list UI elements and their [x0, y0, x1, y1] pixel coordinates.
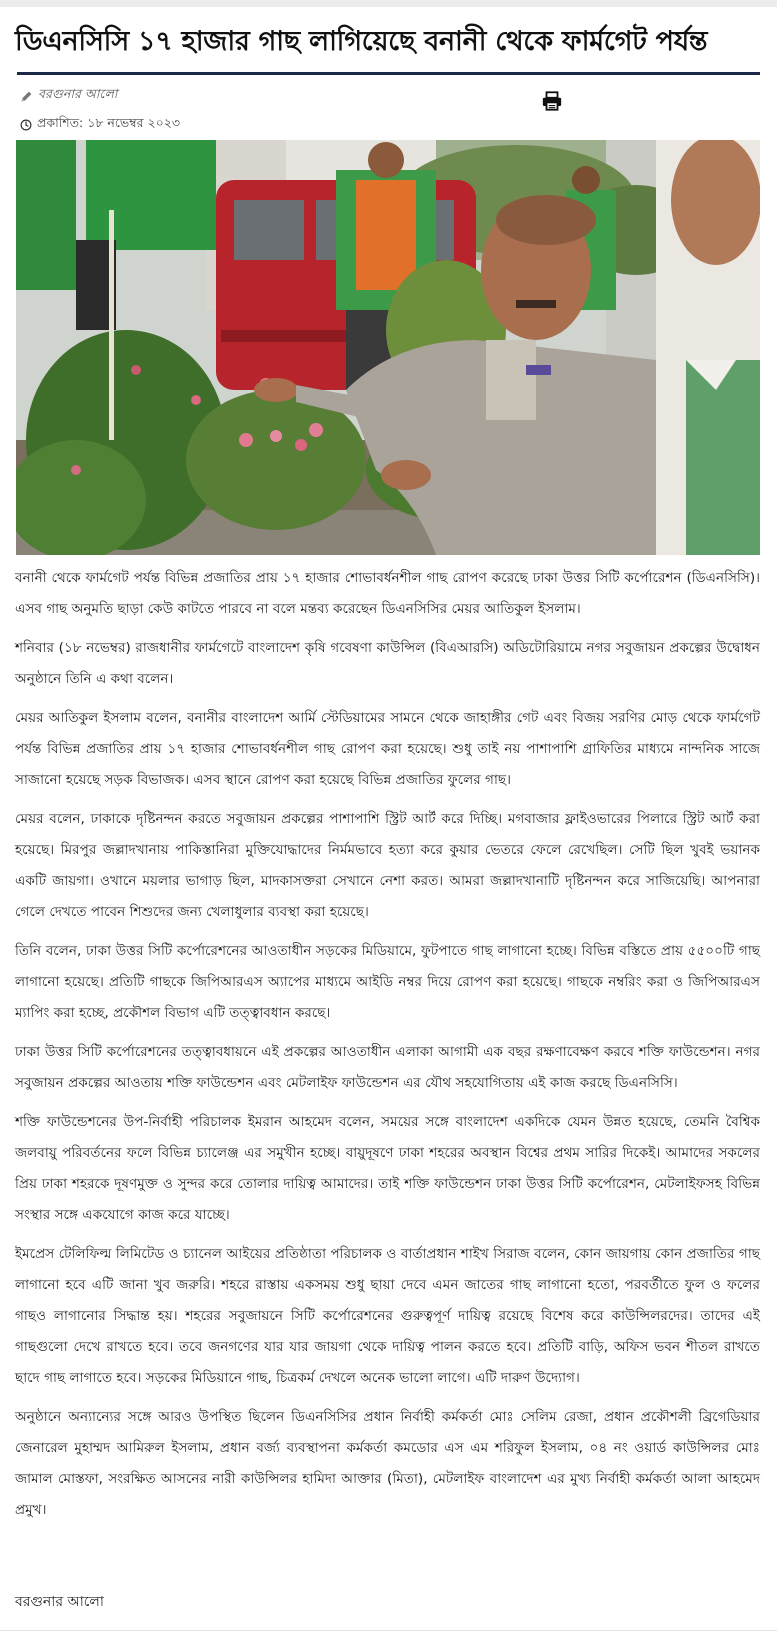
paragraph: ঢাকা উত্তর সিটি কর্পোরেশনের তত্ত্বাবধায়নে এই প্রকল্পের আওতাধীন এলাকা আগামী এক বছর রক্ষণাবেক্ষণ করবে শক্তি ফাউন্ডেশন। নগর সবুজায়ন প্রকল্পের আওতায় শক্তি ফাউন্ডেশন এবং মেটলাইফ ফাউন্ডেশন এর যৌথ সহযোগিতায় এই কাজ করছে ডিএনসিসি। [15, 1044, 760, 1091]
printer-icon [541, 90, 563, 112]
paragraph: শক্তি ফাউন্ডেশনের উপ-নির্বাহী পরিচালক ইমরান আহমেদ বলেন, সময়ের সঙ্গে বাংলাদেশ একদিকে যেমন উন্নত হয়েছে, তেমনি বৈশ্বিক জলবায়ু পরিবর্তনের ফলে বিভিন্ন চ্যালেঞ্জ এর সমুখীন হচ্ছে। বায়ুদূষণে ঢাকা শহরের অবস্থান বিশ্বের প্রথম সারির দিকেই। আমাদের সকলের প্রিয় ঢাকা শহরকে দূষণমুক্ত ও সুন্দর করে তোলার দায়িত্ব আমাদের। তাই শক্তি ফাউন্ডেশন ঢাকা উত্তর সিটি কর্পোরেশন, মেটলাইফসহ বিভিন্ন সংস্থার সঙ্গে একযোগে কাজ করে যাচ্ছে। [15, 1114, 760, 1223]
article-body [15, 563, 760, 1534]
paragraph: ইমপ্রেস টেলিফিল্ম লিমিটেড ও চ্যানেল আইয়ের প্রতিষ্ঠাতা পরিচালক ও বার্তাপ্রধান শাইখ সিরাজ বলেন, কোন জায়গায় কোন প্রজাতির গাছ লাগানো হবে এটি জানা খুব জরুরি। শহরে রাস্তায় একসময় শুধু ছায়া দেবে এমন জাতের গাছ লাগানো হতো, পরবর্তীতে ফুল ও ফলের গাছও লাগানোর সিদ্ধান্ত হয়। শহরের সবুজায়নে সিটি কর্পোরেশনের গুরুত্বপূর্ণ দায়িত্ব রয়েছে বিশেষ করে কাউন্সিলরদের। তাদের এই গাছগুলো দেখে রাখতে হবে। তবে জনগণের যার যার জায়গা থেকে দায়িত্ব পালন করতে হবে। প্রতিটি বাড়ি, অফিস ভবন শীতল রাখতে ছাদে গাছ লাগাতে হবে। সড়কের মিডিয়ানে গাছ, চিত্রকর্ম দেখলে অনেক ভালো লাগে। এটি দারুণ উদ্যোগ। [15, 1246, 760, 1386]
headline-divider [17, 72, 760, 75]
bottom-divider [0, 1630, 777, 1631]
author-line [20, 86, 117, 106]
paragraph: বনানী থেকে ফার্মগেট পর্যন্ত বিভিন্ন প্রজাতির প্রায় ১৭ হাজার শোভাবর্ধনশীল গাছ রোপণ করেছে ঢাকা উত্তর সিটি কর্পোরেশন (ডিএনসিসি)। এসব গাছ অনুমতি ছাড়া কেউ কাটতে পারবে না বলে মন্তব্য করেছেন ডিএনসিসির মেয়র আতিকুল ইসলাম। [15, 570, 760, 617]
paragraph: মেয়র বলেন, ঢাকাকে দৃষ্টিনন্দন করতে সবুজায়ন প্রকল্পের পাশাপাশি স্ট্রিট আর্ট করে দিচ্ছি। মগবাজার ফ্লাইওভারের পিলারে স্ট্রিট আর্ট করা হয়েছে। মিরপুর জল্লাদখানায় পাকিস্তানিরা মুক্তিযোদ্ধাদের নির্মমভাবে হত্যা করে কুয়ার ভেতরে ফেলে রেখেছিল। সেটি ছিল খুবই ভয়ানক একটি জায়গা। ওখানে ময়লার ভাগাড় ছিল, মাদকাসক্তরা সেখানে নেশা করত। আমরা জল্লাদখানাটি দৃষ্টিনন্দন করে সাজিয়েছি। আপনারা গেলে দেখতে পাবেন শিশুদের জন্য খেলাধুলার ব্যবস্থা করা হয়েছে। [15, 811, 760, 920]
top-bar [0, 0, 777, 7]
author-name[interactable]: বরগুনার আলো [38, 86, 118, 101]
paragraph: তিনি বলেন, ঢাকা উত্তর সিটি কর্পোরেশনের আওতাধীন সড়কের মিডিয়ামে, ফুটপাতে গাছ লাগানো হচ্ছে। বিভিন্ন বস্তিতে প্রায় ৫৫০০টি গাছ লাগানো হয়েছে। প্রতিটি গাছকে জিপিআরএস অ্যাপের মাধ্যমে আইডি নম্বর দিয়ে রোপণ করা হয়েছে। গাছকে নম্বরিং করা ও জিপিআরএস ম্যাপিং করা হচ্ছে, প্রকৌশল বিভাগ এটি তত্ত্বাবধান করছে। [15, 943, 760, 1021]
source-credit: বরগুনার আলো [15, 1594, 104, 1610]
publish-date: প্রকাশিত: ১৮ নভেম্বর ২০২৩ [37, 115, 180, 130]
paragraph: মেয়র আতিকুল ইসলাম বলেন, বনানীর বাংলাদেশ আর্মি স্টেডিয়ামের সামনে থেকে জাহাঙ্গীর গেট এবং বিজয় সরণির মোড় থেকে ফার্মগেট পর্যন্ত বিভিন্ন প্রজাতির প্রায় ১৭ হাজার শোভাবর্ধনশীল গাছ রোপণ করা হয়েছে। শুধু তাই নয় পাশাপাশি গ্রাফিতির মাধ্যমে নান্দনিক সাজে সাজানো হয়েছে সড়ক বিভাজক। এসব স্থানে রোপণ করা হয়েছে বিভিন্ন প্রজাতির ফুলের গাছ। [15, 710, 760, 788]
article-headline: ডিএনসিসি ১৭ হাজার গাছ লাগিয়েছে বনানী থেকে ফার্মগেট পর্যন্ত [15, 26, 708, 57]
print-button[interactable] [541, 90, 563, 112]
article-photo [16, 140, 760, 555]
pencil-icon [20, 90, 33, 103]
paragraph: শনিবার (১৮ নভেম্বর) রাজধানীর ফার্মগেটে বাংলাদেশ কৃষি গবেষণা কাউন্সিল (বিএআরসি) অডিটোরিয়ামে নগর সবুজায়ন প্রকল্পের উদ্বোধন অনুষ্ঠানে তিনি এ কথা বলেন। [15, 640, 760, 687]
paragraph: অনুষ্ঠানে অন্যান্যের সঙ্গে আরও উপস্থিত ছিলেন ডিএনসিসির প্রধান নির্বাহী কর্মকর্তা মোঃ সেলিম রেজা, প্রধান প্রকৌশলী ব্রিগেডিয়ার জেনারেল মুহাম্মদ আমিরুল ইসলাম, প্রধান বর্জ্য ব্যবস্থাপনা কর্মকর্তা কমডোর এস এম শরিফুল ইসলাম, ০৪ নং ওয়ার্ড কাউন্সিলর মোঃ জামাল মোস্তফা, সংরক্ষিত আসনের নারী কাউন্সিলর হামিদা আক্তার (মিতা), মেটলাইফ বাংলাদেশ এর মুখ্য নির্বাহী কর্মকর্তা আলা আহমেদ প্রমুখ। [15, 1409, 760, 1518]
publish-date-line [20, 115, 180, 135]
clock-icon [20, 119, 32, 131]
